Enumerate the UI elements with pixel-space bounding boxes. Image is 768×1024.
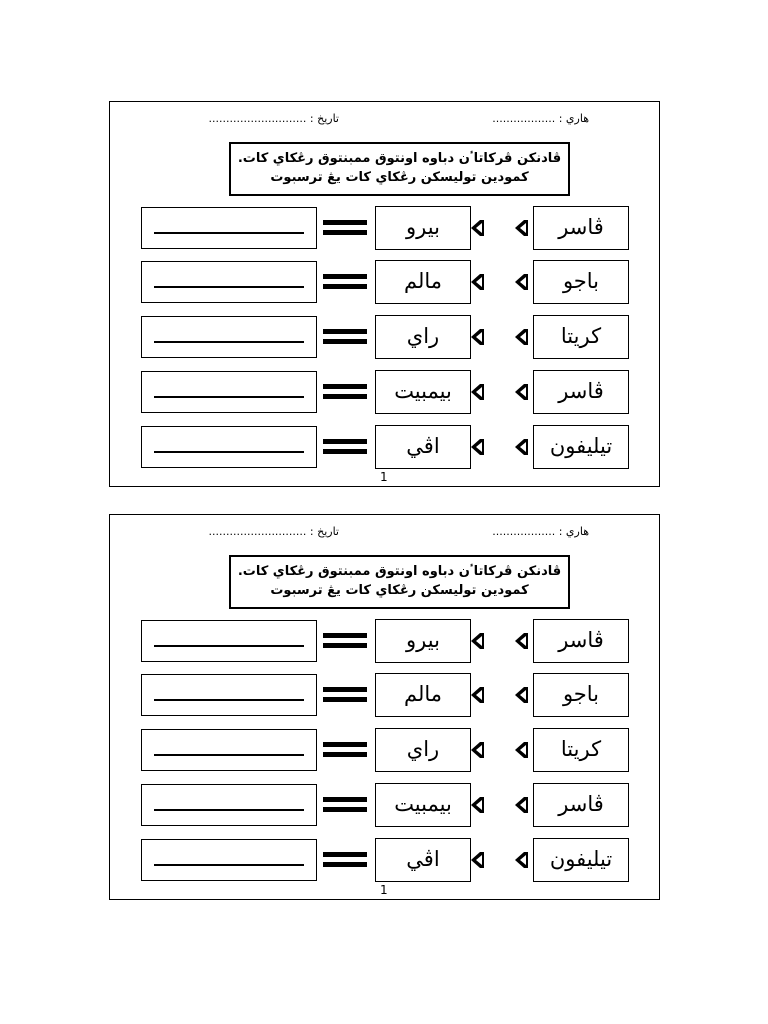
- particle-word-box: بيمبيت: [375, 783, 471, 827]
- particle-word-box: راي: [375, 315, 471, 359]
- answer-box[interactable]: [141, 261, 317, 303]
- chevron-left-icon: [471, 852, 485, 868]
- root-word-box: ڤاسر: [533, 370, 629, 414]
- chevron-left-icon: [515, 742, 529, 758]
- instruction-box: [229, 555, 570, 609]
- answer-line: [154, 809, 304, 811]
- answer-box[interactable]: [141, 784, 317, 826]
- answer-line: [154, 864, 304, 866]
- particle-word-box: اڤي: [375, 838, 471, 882]
- instruction-box: [229, 142, 570, 196]
- answer-line: [154, 645, 304, 647]
- equals-icon: [323, 797, 367, 813]
- exercise-row: [110, 314, 659, 360]
- chevron-left-icon: [471, 384, 485, 400]
- particle-word-box: اڤي: [375, 425, 471, 469]
- equals-icon: [323, 329, 367, 345]
- particle-word-box: مالم: [375, 260, 471, 304]
- answer-line: [154, 754, 304, 756]
- chevron-left-icon: [515, 384, 529, 400]
- page-number: 1: [380, 470, 388, 484]
- answer-line: [154, 286, 304, 288]
- root-word-box: تيليفون: [533, 838, 629, 882]
- answer-box[interactable]: [141, 316, 317, 358]
- answer-box[interactable]: [141, 729, 317, 771]
- equals-icon: [323, 274, 367, 290]
- exercise-row: [110, 672, 659, 718]
- chevron-left-icon: [471, 329, 485, 345]
- exercise-row: [110, 369, 659, 415]
- day-field[interactable]: هاري : ..................: [492, 525, 589, 538]
- instruction-line-2: كمودين توليسكن رڠكاي كات يڠ ترسبوت: [270, 583, 529, 598]
- chevron-left-icon: [471, 797, 485, 813]
- date-field[interactable]: تاريخ : ............................: [208, 112, 339, 125]
- exercise-row: [110, 618, 659, 664]
- particle-word-box: بيرو: [375, 619, 471, 663]
- worksheet-page-2: [109, 514, 660, 900]
- equals-icon: [323, 633, 367, 649]
- exercise-row: [110, 782, 659, 828]
- exercise-row: [110, 424, 659, 470]
- particle-word-box: بيمبيت: [375, 370, 471, 414]
- equals-icon: [323, 742, 367, 758]
- answer-box[interactable]: [141, 674, 317, 716]
- answer-line: [154, 341, 304, 343]
- particle-word-box: بيرو: [375, 206, 471, 250]
- exercise-row: [110, 205, 659, 251]
- chevron-left-icon: [471, 633, 485, 649]
- equals-icon: [323, 220, 367, 236]
- answer-box[interactable]: [141, 371, 317, 413]
- answer-box[interactable]: [141, 620, 317, 662]
- answer-line: [154, 451, 304, 453]
- date-field[interactable]: تاريخ : ............................: [208, 525, 339, 538]
- day-field[interactable]: هاري : ..................: [492, 112, 589, 125]
- chevron-left-icon: [471, 220, 485, 236]
- chevron-left-icon: [515, 439, 529, 455]
- chevron-left-icon: [471, 274, 485, 290]
- root-word-box: ڤاسر: [533, 783, 629, 827]
- worksheet-page-1: [109, 101, 660, 487]
- root-word-box: كريتا: [533, 728, 629, 772]
- particle-word-box: مالم: [375, 673, 471, 717]
- root-word-box: كريتا: [533, 315, 629, 359]
- chevron-left-icon: [471, 687, 485, 703]
- equals-icon: [323, 439, 367, 455]
- root-word-box: تيليفون: [533, 425, 629, 469]
- answer-box[interactable]: [141, 207, 317, 249]
- particle-word-box: راي: [375, 728, 471, 772]
- chevron-left-icon: [515, 633, 529, 649]
- instruction-line-1: ڤادنكن ڤركاتاٴن دباوه اونتوق ممبنتوق رڠکاي كات.: [237, 564, 562, 579]
- chevron-left-icon: [515, 329, 529, 345]
- root-word-box: باجو: [533, 260, 629, 304]
- answer-box[interactable]: [141, 426, 317, 468]
- answer-line: [154, 396, 304, 398]
- instruction-line-1: ڤادنكن ڤركاتاٴن دباوه اونتوق ممبنتوق رڠکاي كات.: [237, 151, 562, 166]
- chevron-left-icon: [515, 797, 529, 813]
- chevron-left-icon: [515, 220, 529, 236]
- chevron-left-icon: [515, 274, 529, 290]
- chevron-left-icon: [471, 439, 485, 455]
- root-word-box: ڤاسر: [533, 619, 629, 663]
- chevron-left-icon: [471, 742, 485, 758]
- root-word-box: ڤاسر: [533, 206, 629, 250]
- chevron-left-icon: [515, 852, 529, 868]
- root-word-box: باجو: [533, 673, 629, 717]
- equals-icon: [323, 384, 367, 400]
- equals-icon: [323, 852, 367, 868]
- page-number: 1: [380, 883, 388, 897]
- chevron-left-icon: [515, 687, 529, 703]
- answer-box[interactable]: [141, 839, 317, 881]
- exercise-row: [110, 727, 659, 773]
- exercise-row: [110, 259, 659, 305]
- answer-line: [154, 232, 304, 234]
- answer-line: [154, 699, 304, 701]
- instruction-line-2: كمودين توليسكن رڠكاي كات يڠ ترسبوت: [270, 170, 529, 185]
- exercise-row: [110, 837, 659, 883]
- equals-icon: [323, 687, 367, 703]
